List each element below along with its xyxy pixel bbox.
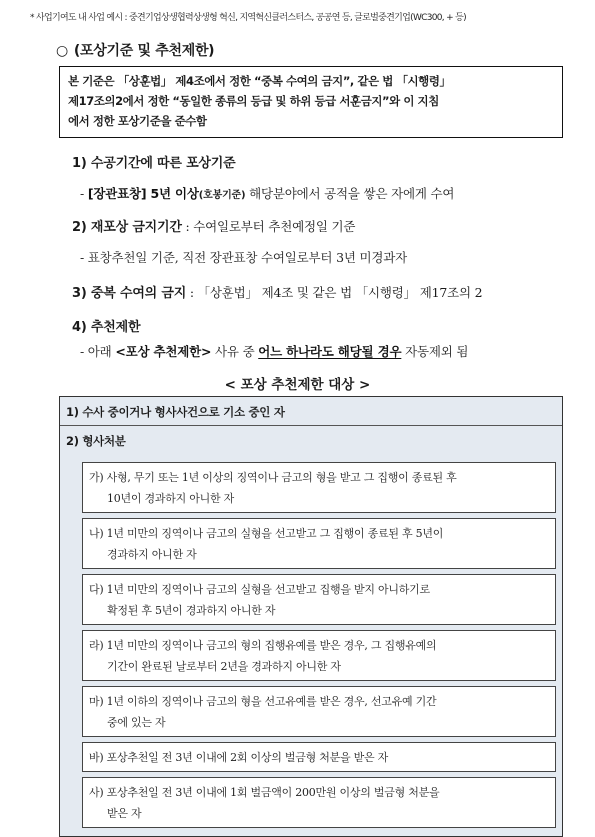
item-1-sub-bold2: 5년 이상 xyxy=(146,186,199,201)
subrow-first: 사) 포상추천일 전 3년 이내에 1회 벌금액이 200만원 이상의 벌금형 처분을 xyxy=(89,786,440,799)
item-4-sub-mid: 사유 중 xyxy=(211,344,259,359)
item-1-sub-prefix: - xyxy=(80,186,88,201)
section-title xyxy=(56,40,214,60)
item-1-heading: 1) 수공기간에 따른 포상기준 xyxy=(72,156,236,171)
criminal-subrows xyxy=(60,455,562,836)
table-row: 1) 수사 중이거나 형사사건으로 기소 중인 자 xyxy=(60,397,562,426)
notice-line: 본 기준은 「상훈법」 제4조에서 정한 “중복 수여의 금지”, 같은 법 「시행령」 xyxy=(68,74,451,88)
subrow-rest: 중에 있는 자 xyxy=(107,716,166,729)
subrow-first: 마) 1년 이하의 징역이나 금고의 형을 선고유예를 받은 경우, 선고유예 기간 xyxy=(89,695,437,708)
item-1-sub-text: 해당분야에서 공적을 쌓은 자에게 수여 xyxy=(245,186,455,201)
notice-line: 제17조의2에서 정한 “동일한 종류의 등급 및 하위 등급 서훈금지”와 이 지침 xyxy=(68,94,439,108)
notice-box xyxy=(59,66,563,138)
notice-line: 에서 정한 포상기준을 준수함 xyxy=(68,114,207,128)
table-subrow xyxy=(82,686,556,737)
item-2-heading-bold: 2) 재포상 금지기간 xyxy=(72,220,182,235)
item-4-sub-prefix: - 아래 xyxy=(80,344,116,359)
item-3-heading-text: : 「상훈법」 제4조 및 같은 법 「시행령」 제17조의 2 xyxy=(186,285,483,300)
subrow-rest: 10년이 경과하지 아니한 자 xyxy=(107,492,234,505)
item-1-sub-bold: [장관표창] xyxy=(87,186,147,201)
subrow-first: 바) 포상추천일 전 3년 이내에 2회 이상의 벌금형 처분을 받은 자 xyxy=(89,751,389,764)
table-subrow xyxy=(82,462,556,513)
item-1-sub-small: (호봉기준) xyxy=(198,190,246,201)
item-3-heading-bold: 3) 중복 수여의 금지 xyxy=(72,286,187,301)
table-subrow xyxy=(82,518,556,569)
item-2-heading xyxy=(72,216,355,235)
subrow-rest: 확정된 후 5년이 경과하지 아니한 자 xyxy=(107,604,276,617)
item-4-sub xyxy=(80,342,468,360)
subrow-first: 라) 1년 미만의 징역이나 금고의 형의 집행유예를 받은 경우, 그 집행유예의 xyxy=(89,639,437,652)
item-2-sub: - 표창추천일 기준, 직전 장관표창 수여일로부터 3년 미경과자 xyxy=(80,250,407,265)
table-row: 2) 형사처분 xyxy=(60,426,562,455)
section-title-text: (포상기준 및 추천제한) xyxy=(73,43,215,59)
table-title: < 포상 추천제한 대상 > xyxy=(224,377,371,393)
item-2-heading-text: : 수여일로부터 추천예정일 기준 xyxy=(181,219,356,234)
item-4-sub-bold: <포상 추천제한> xyxy=(115,344,212,359)
table-subrow xyxy=(82,742,556,772)
footnote: * 사업기여도 내 사업 예시 : 중견기업상생협력상생형 혁신, 지역혁신클러스터스, 공공연 등, 글로벌중견기업(WC300, + 등) xyxy=(30,13,466,23)
table-subrow xyxy=(82,574,556,625)
restriction-table xyxy=(59,396,563,837)
subrow-rest: 기간이 완료된 날로부터 2년을 경과하지 아니한 자 xyxy=(107,660,341,673)
subrow-rest: 받은 자 xyxy=(107,807,142,820)
subrow-first: 가) 사형, 무기 또는 1년 이상의 징역이나 금고의 형을 받고 그 집행이 종료된 후 xyxy=(89,471,457,484)
circle-bullet-icon: ○ xyxy=(56,43,68,59)
table-subrow xyxy=(82,630,556,681)
subrow-first: 나) 1년 미만의 징역이나 금고의 실형을 선고받고 그 집행이 종료된 후 5년이 xyxy=(89,527,444,540)
item-4-sub-underline: 어느 하나라도 해당될 경우 xyxy=(258,344,402,359)
item-4-heading: 4) 추천제한 xyxy=(72,320,141,335)
subrow-first: 다) 1년 미만의 징역이나 금고의 실형을 선고받고 집행을 받지 아니하기로 xyxy=(89,583,430,596)
item-1-sub xyxy=(80,184,454,202)
subrow-rest: 경과하지 아니한 자 xyxy=(107,548,197,561)
item-4-sub-text: 자동제외 됨 xyxy=(401,344,469,359)
table-subrow xyxy=(82,777,556,828)
item-3-heading xyxy=(72,282,482,301)
